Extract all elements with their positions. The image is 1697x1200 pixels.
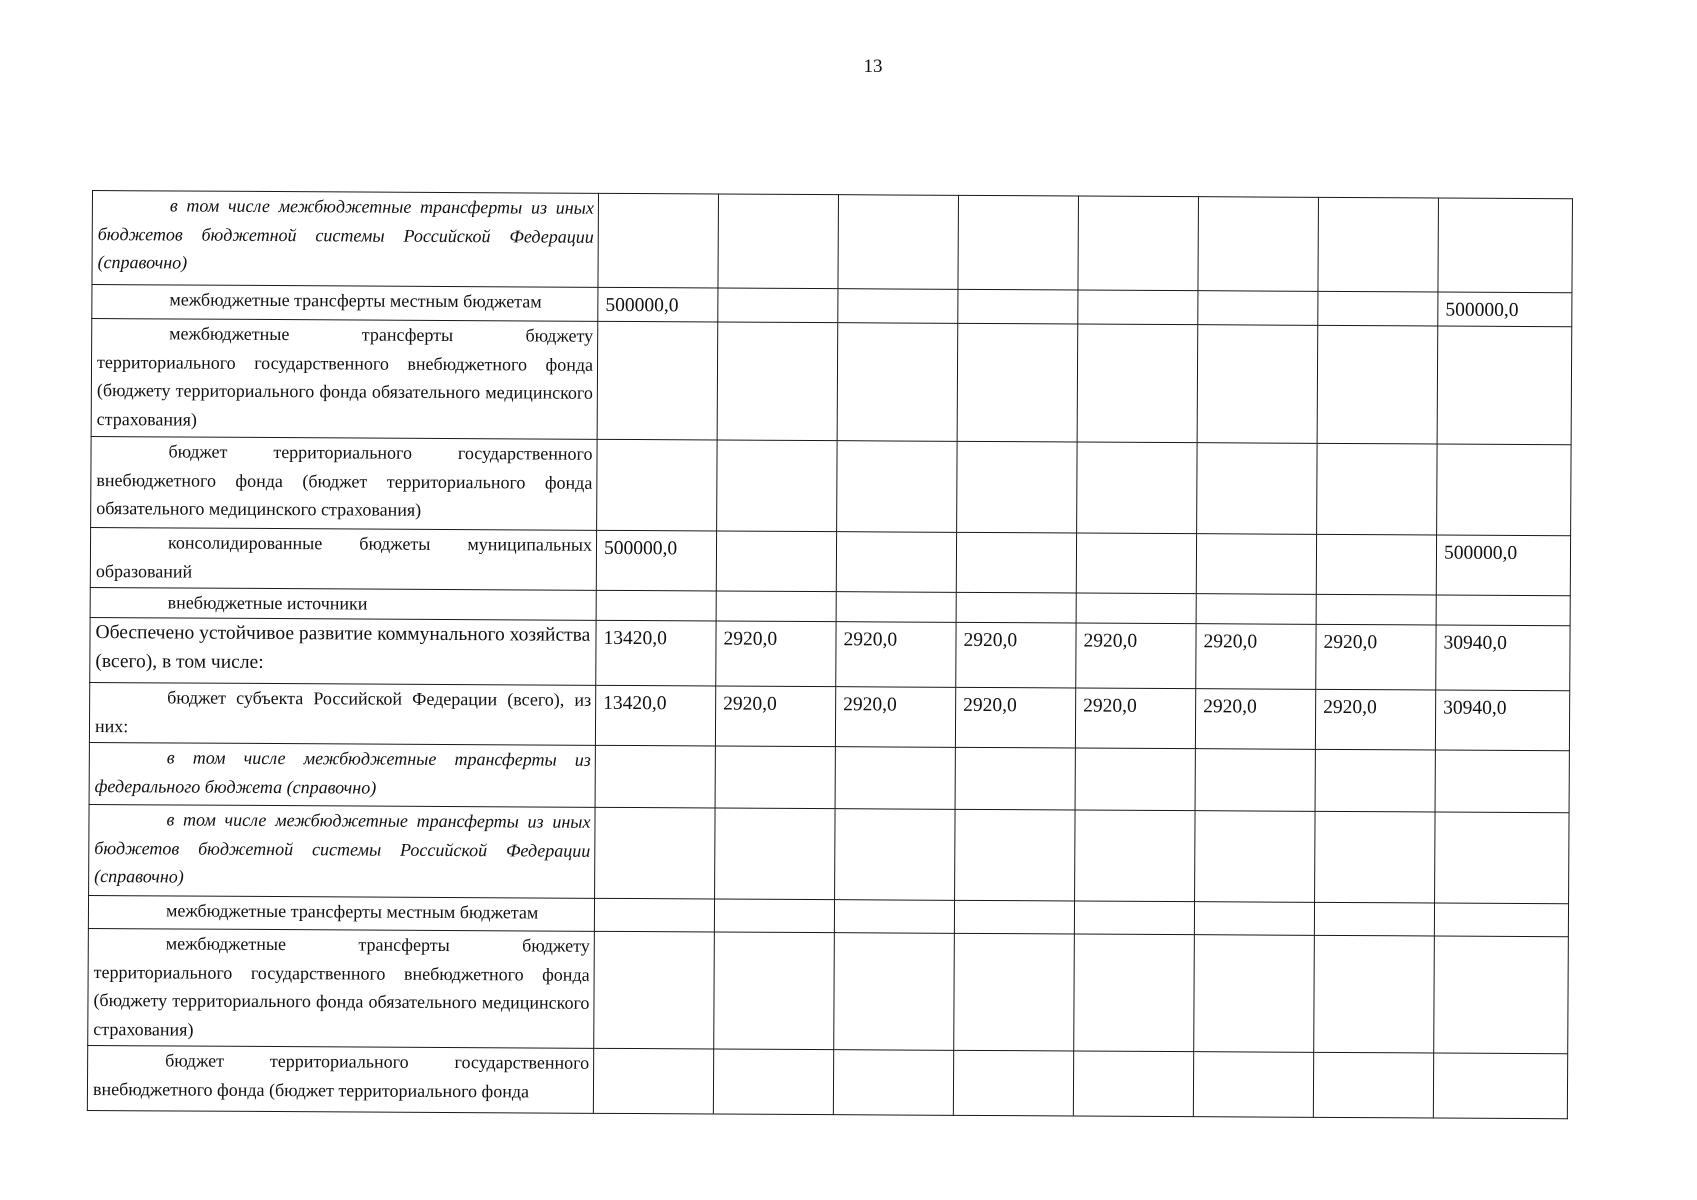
row-label-cell: [91, 319, 598, 440]
row-label: бюджет территориального государственного внебюджетного фонда (бюджет территориального фонда: [92, 1050, 590, 1101]
row-label-cell: [90, 617, 596, 685]
value-cell: [1314, 935, 1435, 1053]
value-cell: [836, 592, 956, 623]
table-row: [89, 804, 1569, 903]
row-label: межбюджетные трансферты местным бюджетам: [165, 900, 539, 923]
value-cell: [956, 592, 1076, 623]
row-label-cell: [88, 895, 594, 931]
value-cell: 30940,0: [1435, 690, 1569, 751]
value-cell: [954, 900, 1074, 934]
value-cell: [833, 1050, 953, 1116]
value-cell: [594, 931, 715, 1049]
value-cell: 2920,0: [715, 686, 835, 747]
value-cell: [598, 193, 719, 288]
value-cell: [718, 288, 838, 323]
value-cell: [1438, 198, 1573, 293]
value-cell: [838, 195, 959, 290]
row-label: бюджет территориального государственного внебюджетного фонда (бюджет территориального фонда обязательного медицинского страхования): [96, 441, 593, 520]
value-cell: [955, 809, 1076, 901]
value-cell: 2920,0: [956, 622, 1076, 688]
row-label: внебюджетные источники: [167, 592, 368, 614]
value-cell: [1074, 901, 1194, 935]
value-cell: [1318, 197, 1439, 292]
value-cell: 2920,0: [1196, 624, 1316, 690]
value-cell: [1313, 1052, 1433, 1118]
value-cell: [1314, 902, 1434, 936]
value-cell: [1196, 594, 1316, 625]
value-cell: [1433, 1053, 1567, 1119]
value-cell: [1074, 934, 1195, 1052]
value-cell: [1193, 1052, 1313, 1118]
value-cell: [593, 1048, 713, 1114]
value-cell: [713, 1049, 833, 1115]
value-cell: [837, 323, 958, 442]
value-cell: [594, 898, 714, 932]
value-cell: 2920,0: [955, 687, 1075, 748]
value-cell: [835, 809, 956, 901]
value-cell: [1437, 444, 1572, 536]
value-cell: [836, 532, 956, 593]
row-label: в том числе межбюджетные трансферты из федерального бюджета (справочно): [94, 747, 591, 798]
value-cell: [715, 808, 836, 900]
value-cell: [595, 745, 715, 808]
value-cell: [1436, 595, 1570, 626]
value-cell: [954, 933, 1075, 1051]
value-cell: [718, 194, 839, 289]
value-cell: 2920,0: [835, 687, 955, 748]
value-cell: 2920,0: [836, 622, 956, 688]
value-cell: [955, 747, 1075, 810]
row-label-cell: [90, 587, 596, 620]
value-cell: [1315, 811, 1436, 903]
value-cell: [957, 323, 1078, 442]
value-cell: [1077, 442, 1198, 534]
value-cell: [835, 747, 955, 810]
value-cell: [1075, 810, 1196, 902]
value-cell: [1318, 291, 1438, 326]
value-cell: [1317, 325, 1438, 444]
value-cell: [717, 440, 838, 532]
value-cell: [1435, 812, 1570, 904]
value-cell: [838, 289, 958, 324]
value-cell: [1197, 325, 1318, 444]
row-label-cell: [91, 436, 598, 530]
value-cell: [1195, 811, 1316, 903]
row-label: в том числе межбюджетные трансферты из иных бюджетов бюджетной системы Российской Федерации (справочно): [97, 195, 594, 273]
value-cell: [956, 532, 1076, 593]
value-cell: 13420,0: [595, 685, 715, 746]
value-cell: [1195, 749, 1315, 812]
value-cell: [716, 591, 836, 622]
value-cell: 2920,0: [1075, 688, 1195, 749]
value-cell: [715, 746, 835, 809]
table-row: [89, 682, 1569, 750]
value-cell: 500000,0: [598, 287, 718, 322]
value-cell: 500000,0: [596, 530, 716, 591]
value-cell: [717, 322, 838, 441]
value-cell: 500000,0: [1436, 535, 1570, 596]
row-label-cell: [88, 928, 595, 1048]
value-cell: [1194, 902, 1314, 936]
table-row: [91, 319, 1572, 445]
budget-table: [87, 190, 1573, 1119]
value-cell: [1317, 443, 1438, 535]
value-cell: [1076, 593, 1196, 624]
table-row: [88, 928, 1569, 1053]
value-cell: [597, 321, 718, 440]
value-cell: 500000,0: [1438, 292, 1572, 327]
value-cell: [1198, 291, 1318, 326]
value-cell: [834, 900, 954, 934]
value-cell: [1073, 1051, 1193, 1117]
value-cell: 13420,0: [596, 620, 716, 686]
table-row: [90, 617, 1570, 690]
table-row: [92, 191, 1573, 293]
value-cell: 2920,0: [1316, 624, 1436, 690]
table-row: [89, 742, 1569, 812]
value-cell: [1078, 196, 1199, 291]
row-label: бюджет субъекта Российской Федерации (всего), из них:: [94, 687, 592, 736]
value-cell: [716, 531, 836, 592]
value-cell: [953, 1050, 1073, 1116]
value-cell: [1198, 197, 1319, 292]
value-cell: [595, 807, 716, 899]
row-label-cell: [90, 527, 596, 590]
value-cell: [1434, 903, 1568, 937]
value-cell: [834, 933, 955, 1051]
row-label: Обеспечено устойчивое развитие коммунального хозяйства (всего), в том числе:: [95, 622, 591, 673]
table-row: [91, 436, 1571, 535]
value-cell: [837, 441, 958, 533]
value-cell: [1437, 326, 1572, 445]
row-label: межбюджетные трансферты бюджету территориального государственного внебюджетного фонда (бюджету территориального фонда обязательного медицинского страхования): [96, 323, 594, 430]
value-cell: [596, 590, 716, 621]
value-cell: [1316, 534, 1436, 595]
row-label: межбюджетные трансферты местным бюджетам: [169, 289, 542, 312]
value-cell: [597, 439, 718, 531]
value-cell: [958, 289, 1078, 324]
row-label: в том числе межбюджетные трансферты из иных бюджетов бюджетной системы Российской Федерации (справочно): [94, 809, 591, 887]
value-cell: [1197, 443, 1318, 535]
value-cell: 2920,0: [1195, 689, 1315, 750]
value-cell: [1196, 534, 1316, 595]
row-label: консолидированные бюджеты муниципальных образований: [95, 532, 593, 582]
value-cell: [1315, 749, 1435, 812]
value-cell: [1077, 324, 1198, 443]
row-label-cell: [92, 285, 598, 322]
value-cell: [714, 899, 834, 933]
value-cell: [1075, 748, 1195, 811]
page-number: 13: [863, 56, 883, 77]
row-label-cell: [92, 191, 599, 288]
row-label-cell: [89, 742, 595, 807]
value-cell: [714, 932, 835, 1050]
row-label-cell: [87, 1045, 593, 1113]
value-cell: [1078, 290, 1198, 325]
table-row: [87, 1045, 1567, 1118]
table-row: [90, 527, 1570, 595]
value-cell: [957, 441, 1078, 533]
row-label-cell: [89, 804, 596, 898]
row-label: межбюджетные трансферты бюджету территориального государственного внебюджетного фонда (бюджету территориального фонда обязательного медицинского страхования): [93, 933, 590, 1040]
value-cell: 2920,0: [1076, 623, 1196, 689]
row-label-cell: [89, 682, 595, 745]
value-cell: [1076, 533, 1196, 594]
value-cell: [1194, 935, 1315, 1053]
value-cell: 2920,0: [716, 621, 836, 687]
value-cell: 2920,0: [1315, 689, 1435, 750]
value-cell: 30940,0: [1436, 625, 1570, 691]
value-cell: [1435, 750, 1569, 813]
value-cell: [1316, 594, 1436, 625]
value-cell: [958, 195, 1079, 290]
value-cell: [1434, 936, 1569, 1054]
